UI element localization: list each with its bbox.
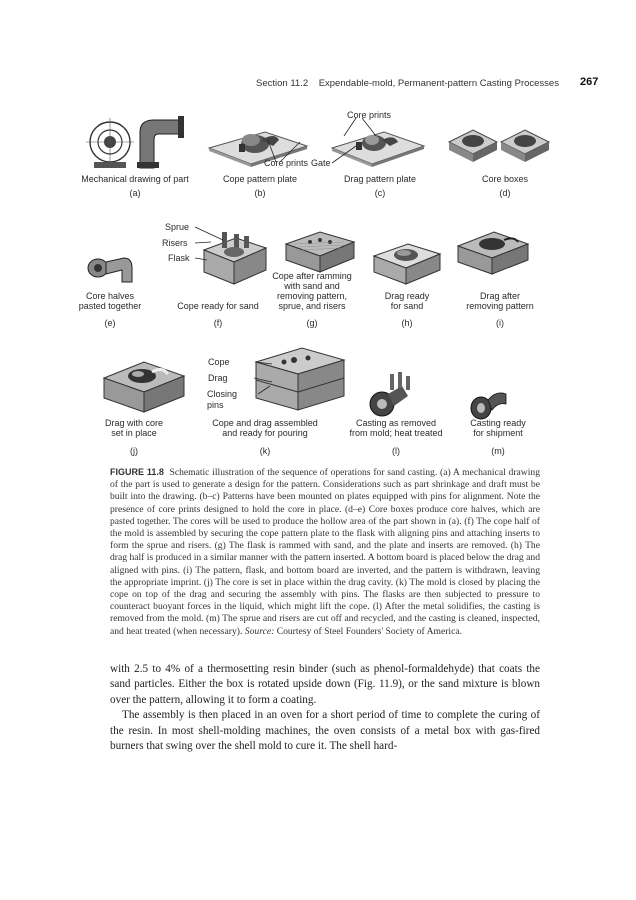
tag-c: (c) [374, 188, 386, 198]
core-boxes-illustration [445, 120, 555, 168]
cope-callout: Cope [208, 357, 230, 367]
tag-k: (k) [259, 446, 271, 456]
label-l: Casting as removed from mold; heat treated [349, 418, 443, 438]
label-m: Casting ready for shipment [470, 418, 526, 438]
drag-after-illustration [452, 226, 534, 278]
tag-g: (g) [306, 318, 318, 328]
tag-d: (d) [499, 188, 511, 198]
tag-i: (i) [496, 318, 504, 328]
tag-j: (j) [130, 446, 138, 456]
label-g: Cope after ramming with sand and removing pattern, sprue, and risers [272, 271, 352, 311]
page-number: 267 [580, 76, 599, 88]
section-number: Section 11.2 [256, 78, 309, 89]
body-paragraph-1: with 2.5 to 4% of a thermosetting resin binder (such as phenol-formaldehyde) that coats the sand particles. Either the box is rotated upside down (Fig. 11.9), or the sand mixture is blown over the pattern, allowing it to form a coating. [110, 663, 540, 706]
drag-with-core-illustration [98, 354, 190, 416]
caption-text: Schematic illustration of the sequence of operations for sand casting. (a) A mechanical drawing of the part is used to generate a design for the pattern. Considerations such as part shrinkage and draft must be built into the drawing. (b–c) Patterns have been mounted on plates equipped with pins for alignment. Note the presence of core prints designed to hold the core in place. (d–e) Core boxes produce core halves, which are pasted together. The cores will be used to produce the hollow area of the part shown in (a). (f) The cope half of the mold is assembled by securing the cope pattern plate to the flask with aligning pins and attaching inserts to form the sprue and risers. (g) The flask is rammed with sand, and the plate and inserts are removed. (h) The drag half is produced in a similar manner with the pattern inserted. A bottom board is placed below the drag and aligned with pins. (i) The pattern, flask, and bottom board are inverted, and the pattern is withdrawn, leaving the appropriate imprint. (j) The core is set in place within the drag cavity. (k) The mold is closed by placing the cope on top of the drag and securing the assembly with pins. The flasks are then subjected to pressure to counteract buoyant forces in the liquid, which might lift the cope. (l) After the metal solidifies, the casting is removed from the mold. (m) The sprue and risers are cut off and recycled, and the casting is cleaned, inspected, and heat treated (when necessary). [110, 467, 540, 637]
figure-label: FIGURE 11.8 [110, 467, 164, 477]
label-h: Drag ready for sand [384, 291, 430, 311]
tag-b: (b) [254, 188, 266, 198]
tag-e: (e) [104, 318, 116, 328]
tag-m: (m) [491, 446, 505, 456]
running-header [256, 78, 559, 89]
closing-pins-callout: Closing pins [207, 389, 238, 410]
sprue-callout: Sprue [165, 222, 190, 232]
label-e: Core halves pasted together [78, 291, 142, 311]
flask-callout: Flask [168, 253, 190, 263]
tag-a: (a) [129, 188, 141, 198]
gate-callout: Gate [311, 158, 331, 168]
label-f: Cope ready for sand [177, 301, 259, 311]
label-k: Cope and drag assembled and ready for pouring [212, 418, 318, 438]
label-j: Drag with core set in place [104, 418, 164, 438]
casting-removed-illustration [368, 372, 418, 420]
cope-after-ramming-illustration [280, 226, 360, 276]
drag-callout: Drag [208, 373, 228, 383]
caption-source-text: Courtesy of Steel Founders' Society of America. [276, 625, 462, 637]
core-prints-callout-top: Core prints [347, 110, 392, 120]
label-a: Mechanical drawing of part [81, 174, 189, 184]
body-text [110, 662, 540, 754]
body-paragraph-2: The assembly is then placed in an oven for a short period of time to complete the curing of the resin. In most shell-molding machines, the oven consists of a metal box with gas-fired burners that swing over the shell mold to cure it. The shell hard- [110, 709, 540, 753]
tag-h: (h) [401, 318, 413, 328]
tag-f: (f) [213, 318, 223, 328]
risers-callout: Risers [162, 238, 188, 248]
tag-l: (l) [392, 446, 400, 456]
drag-ready-illustration [368, 238, 446, 288]
casting-ready-illustration [470, 384, 510, 422]
mechanical-drawing-illustration [82, 112, 192, 174]
caption-source-label: Source: [244, 625, 275, 637]
label-d: Core boxes [481, 174, 529, 184]
label-b: Cope pattern plate [222, 174, 298, 184]
label-c: Drag pattern plate [343, 174, 417, 184]
figure-caption [110, 466, 540, 638]
core-prints-callout-b: Core prints [264, 158, 309, 168]
label-i: Drag after removing pattern [466, 291, 534, 311]
section-title: Expendable-mold, Permanent-pattern Casting Processes [318, 78, 559, 89]
core-halves-illustration [86, 250, 136, 286]
